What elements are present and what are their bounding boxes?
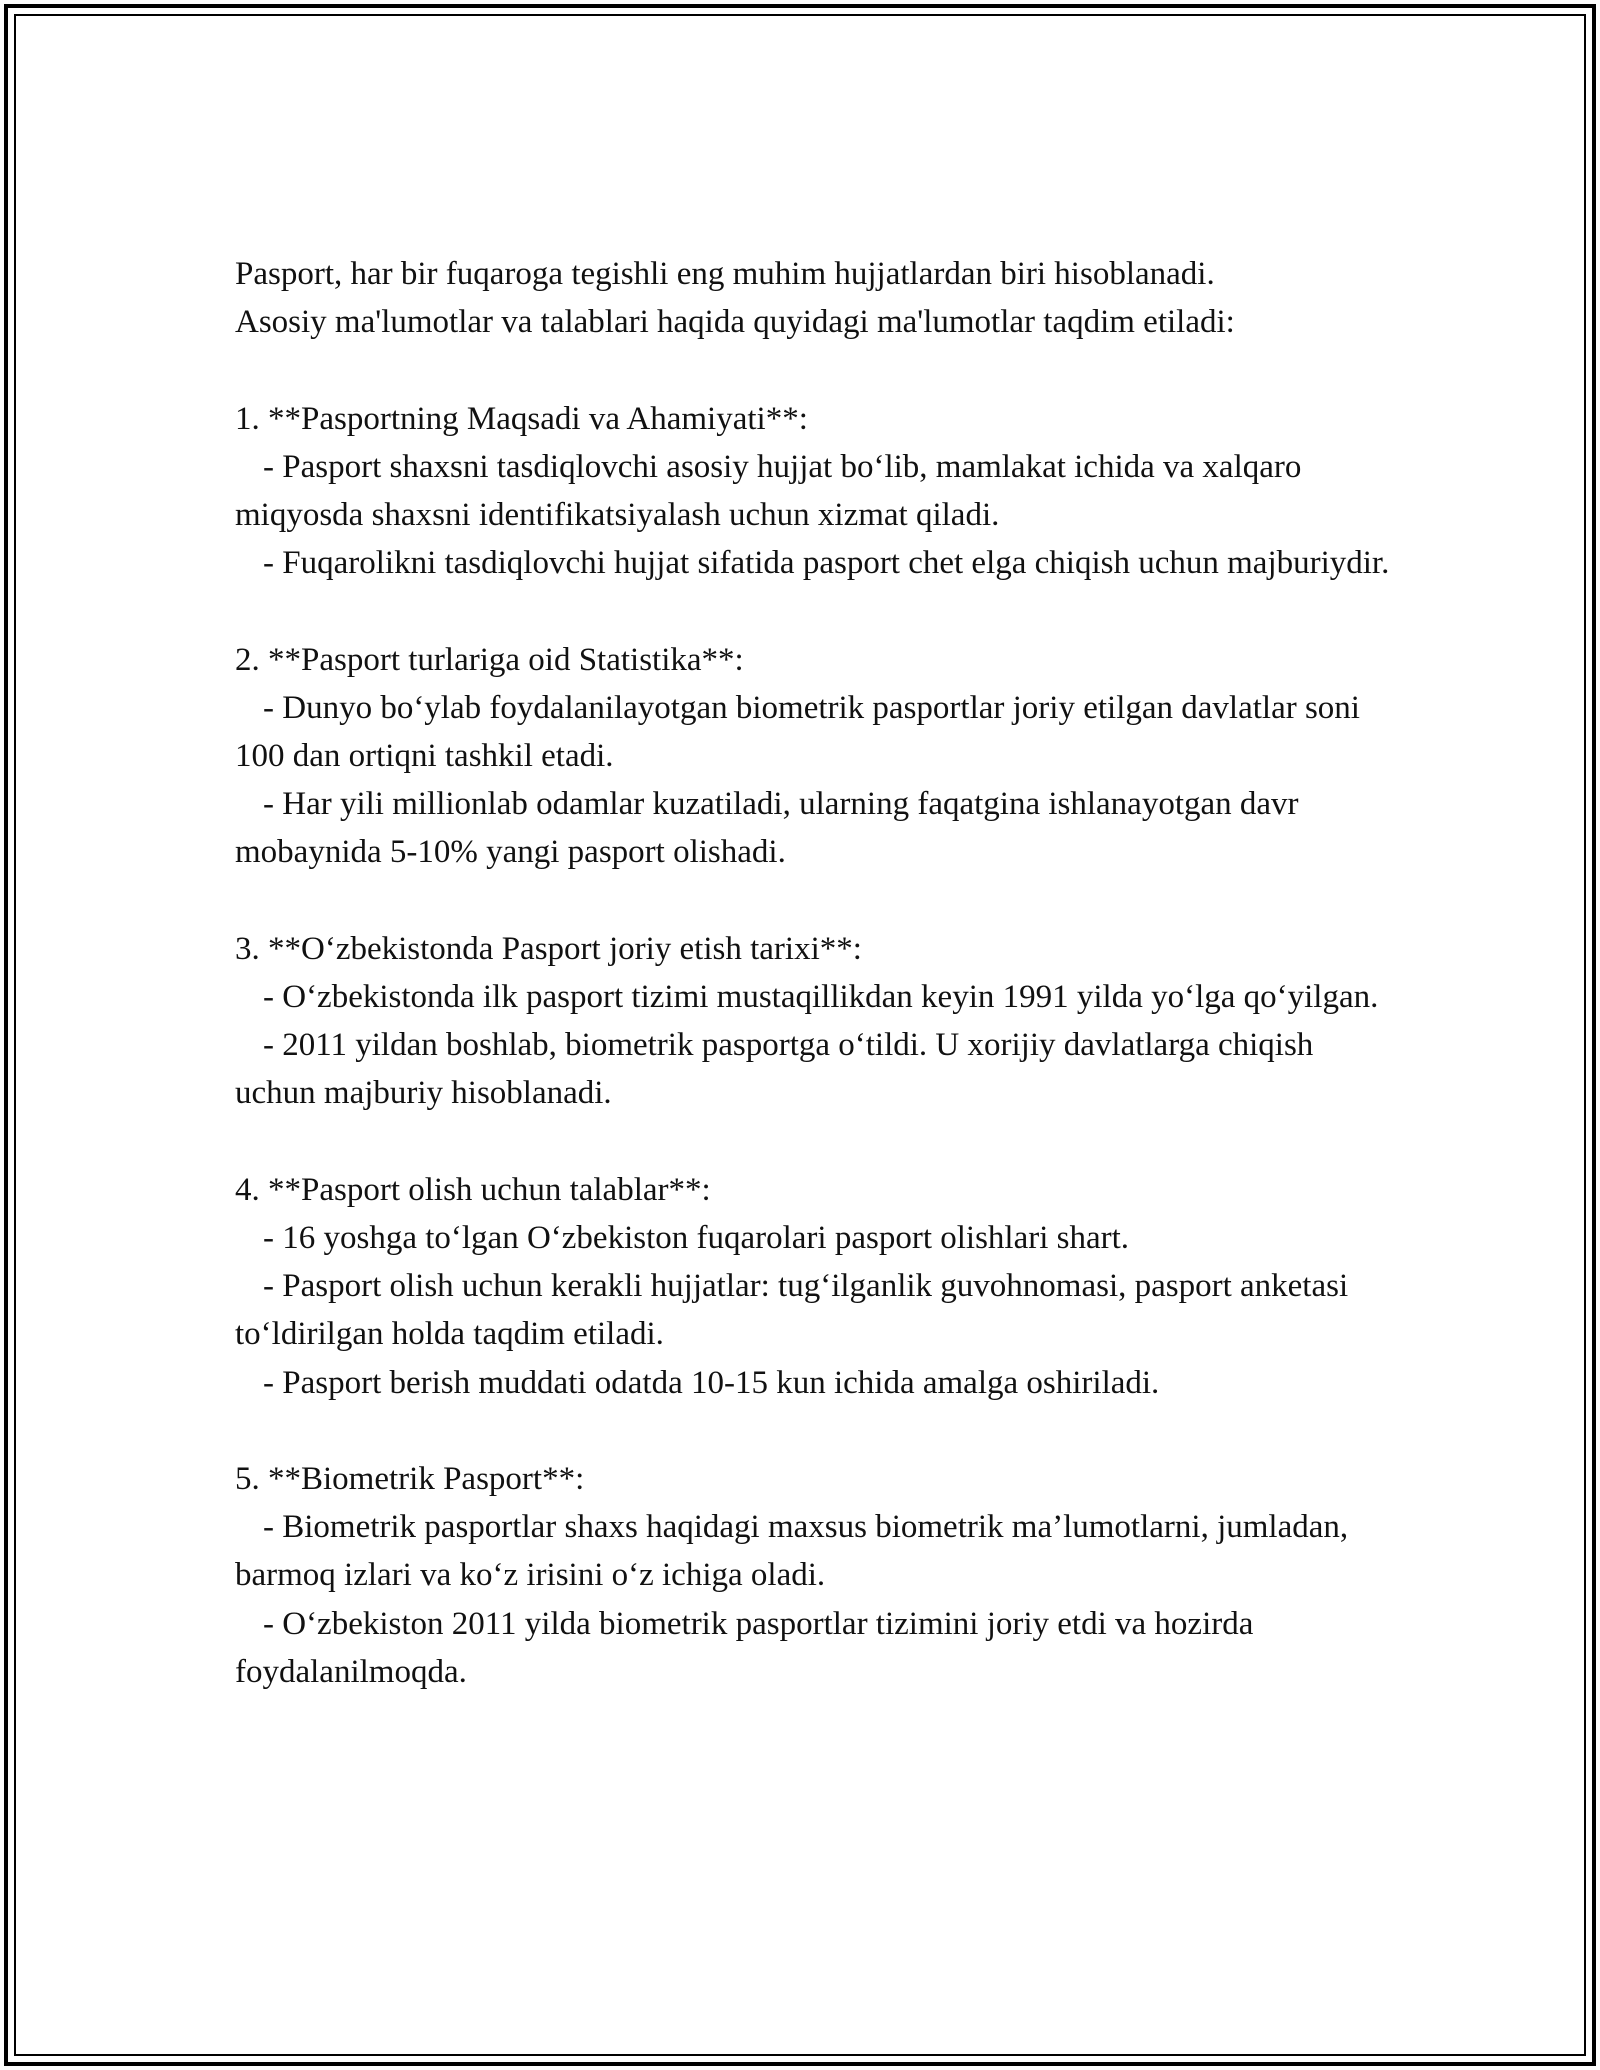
section-item: - O‘zbekiston 2011 yilda biometrik pasportlar tizimini joriy etdi va hozirda foydalanilmoqda. xyxy=(235,1605,1254,1690)
section-item: - 16 yoshga to‘lgan O‘zbekiston fuqarolari pasport olishlari shart. xyxy=(263,1220,1130,1256)
section-4 xyxy=(235,1166,1395,1407)
intro-paragraph xyxy=(235,250,1395,346)
section-item: - Fuqarolikni tasdiqlovchi hujjat sifatida pasport chet elga chiqish uchun majburiydir. xyxy=(263,545,1390,582)
section-item: - Pasport olish uchun kerakli hujjatlar: tug‘ilganlik guvohnomasi, pasport anketasi to‘ldirilgan holda taqdim etiladi. xyxy=(235,1268,1349,1353)
section-title: 1. **Pasportning Maqsadi va Ahamiyati**: xyxy=(235,400,808,437)
intro-line: Pasport, har bir fuqaroga tegishli eng muhim hujjatlardan biri hisoblanadi. xyxy=(235,256,1215,292)
section-item: - 2011 yildan boshlab, biometrik pasportga o‘tildi. U xorijiy davlatlarga chiqish uchun majburiy hisoblanadi. xyxy=(235,1027,1314,1112)
section-3 xyxy=(235,925,1395,1118)
section-title: 2. **Pasport turlariga oid Statistika**: xyxy=(235,641,744,678)
section-item: - Biometrik pasportlar shaxs haqidagi maxsus biometrik ma’lumotlarni, jumladan, barmoq izlari va ko‘z irisini o‘z ichiga oladi. xyxy=(235,1509,1349,1594)
intro-line: Asosiy ma'lumotlar va talablari haqida quyidagi ma'lumotlar taqdim etiladi: xyxy=(235,304,1235,341)
section-2 xyxy=(235,636,1395,877)
section-1 xyxy=(235,395,1395,588)
section-item: - Har yili millionlab odamlar kuzatiladi, ularning faqatgina ishlanayotgan davr mobaynida 5-10% yangi pasport olishadi. xyxy=(235,786,1299,871)
section-item: - Pasport shaxsni tasdiqlovchi asosiy hujjat bo‘lib, mamlakat ichida va xalqaro miqyosda shaxsni identifikatsiyalash uchun xizmat qiladi. xyxy=(235,448,1302,533)
section-title: 4. **Pasport olish uchun talablar**: xyxy=(235,1171,711,1208)
section-item: - Dunyo bo‘ylab foydalanilayotgan biometrik pasportlar joriy etilgan davlatlar soni 100 dan ortiqni tashkil etadi. xyxy=(235,689,1360,774)
section-item: - O‘zbekistonda ilk pasport tizimi mustaqillikdan keyin 1991 yilda yo‘lga qo‘yilgan. xyxy=(263,979,1379,1015)
section-title: 5. **Biometrik Pasport**: xyxy=(235,1461,585,1497)
section-item: - Pasport berish muddati odatda 10-15 kun ichida amalga oshiriladi. xyxy=(263,1364,1160,1401)
section-title: 3. **O‘zbekistonda Pasport joriy etish tarixi**: xyxy=(235,930,862,967)
document-body xyxy=(235,250,1395,1696)
section-5 xyxy=(235,1455,1395,1696)
